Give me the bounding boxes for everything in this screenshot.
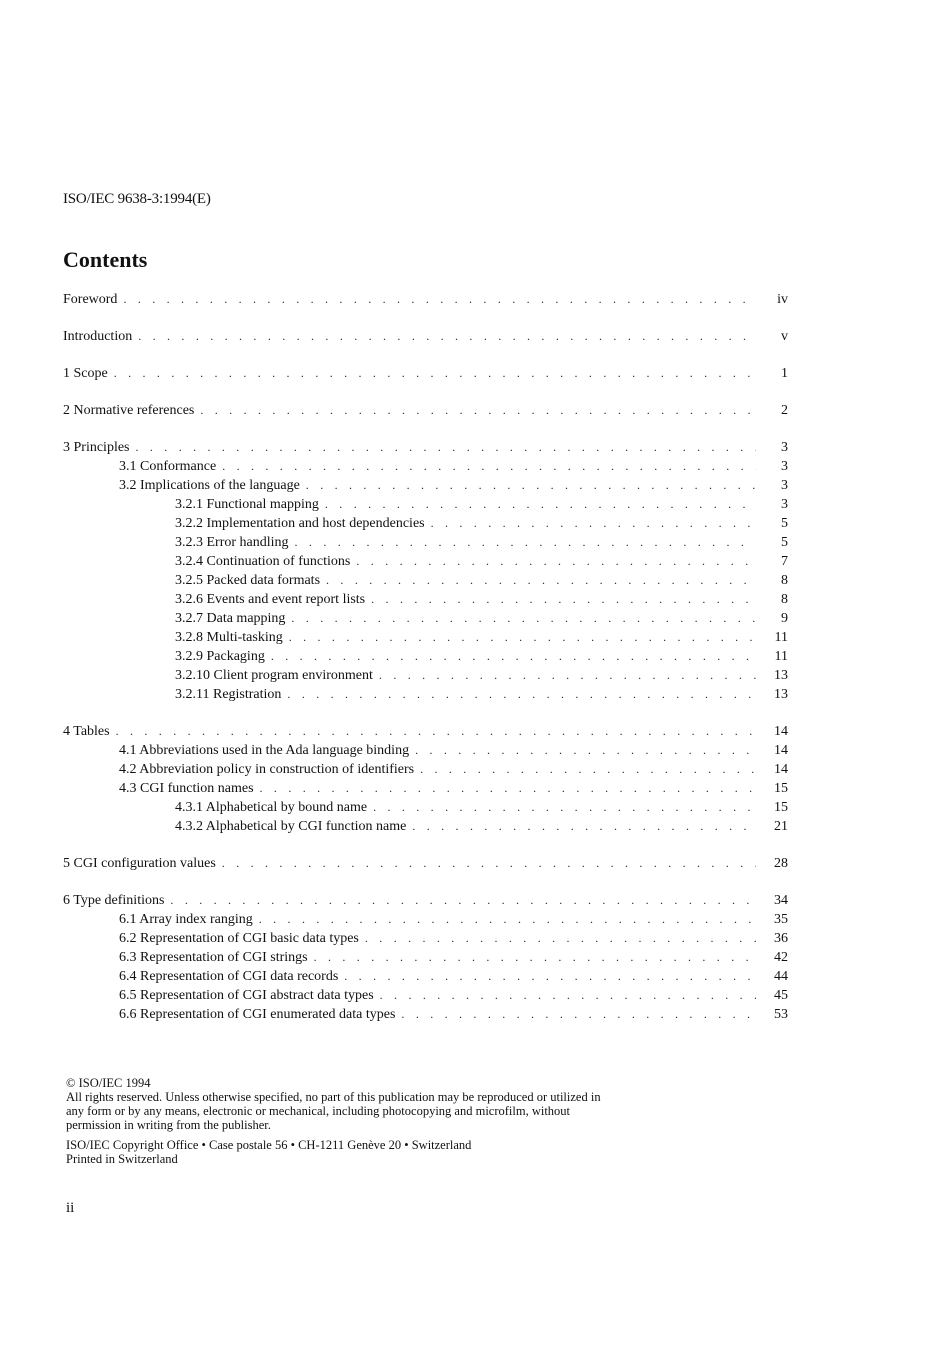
- toc-dot-leader: [344, 967, 756, 986]
- toc-entry-label: 6.1 Array index ranging: [119, 912, 253, 927]
- toc-entry-page: 5: [781, 516, 788, 531]
- toc-entry-page: 28: [774, 856, 788, 871]
- toc-entry[interactable]: [63, 891, 788, 910]
- toc-dot-leader: [114, 364, 756, 383]
- toc-entry-page: 14: [774, 762, 788, 777]
- toc-entry-label: 3.1 Conformance: [119, 459, 217, 474]
- table-of-contents: [63, 290, 788, 1024]
- toc-entry[interactable]: [63, 552, 788, 571]
- toc-entry[interactable]: [63, 986, 788, 1005]
- toc-dot-leader: [259, 910, 756, 929]
- toc-entry[interactable]: [63, 514, 788, 533]
- toc-entry-label: 3.2.5 Packed data formats: [175, 573, 321, 588]
- toc-entry[interactable]: [63, 401, 788, 420]
- toc-entry-page: 8: [781, 573, 788, 588]
- toc-dot-leader: [420, 760, 756, 779]
- toc-entry-label: 3.2.9 Packaging: [175, 649, 265, 664]
- contents-title: Contents: [63, 247, 148, 272]
- toc-entry-page: 15: [774, 781, 788, 796]
- toc-entry-page: 53: [774, 1007, 788, 1022]
- toc-entry-label: 3.2.4 Continuation of functions: [175, 554, 351, 569]
- toc-entry[interactable]: [63, 1005, 788, 1024]
- toc-entry-label: Introduction: [63, 329, 133, 344]
- toc-dot-leader: [401, 1005, 756, 1024]
- toc-entry-page: 45: [774, 988, 788, 1003]
- toc-entry[interactable]: [63, 760, 788, 779]
- toc-entry[interactable]: [63, 438, 788, 457]
- toc-entry-label: 6.3 Representation of CGI strings: [119, 950, 308, 965]
- toc-dot-leader: [325, 495, 756, 514]
- copyright-office-address: ISO/IEC Copyright Office • Case postale 56 • CH-1211 Genève 20 • Switzerland: [66, 1138, 472, 1152]
- toc-dot-leader: [380, 986, 756, 1005]
- toc-entry-label: 4.3 CGI function names: [119, 781, 254, 796]
- toc-entry[interactable]: [63, 967, 788, 986]
- document-id: ISO/IEC 9638-3:1994(E): [63, 191, 211, 207]
- toc-entry[interactable]: [63, 685, 788, 704]
- toc-dot-leader: [287, 685, 756, 704]
- copyright-line: © ISO/IEC 1994: [66, 1076, 151, 1090]
- toc-entry-page: 2: [781, 403, 788, 418]
- toc-dot-leader: [116, 722, 756, 741]
- toc-entry-page: 14: [774, 724, 788, 739]
- toc-entry-page: 35: [774, 912, 788, 927]
- toc-entry-page: 34: [774, 893, 788, 908]
- toc-entry[interactable]: [63, 817, 788, 836]
- toc-dot-leader: [200, 401, 756, 420]
- toc-dot-leader: [136, 438, 757, 457]
- toc-dot-leader: [260, 779, 756, 798]
- toc-entry-label: 3.2.6 Events and event report lists: [175, 592, 366, 607]
- toc-dot-leader: [170, 891, 756, 910]
- toc-dot-leader: [356, 552, 756, 571]
- toc-dot-leader: [289, 628, 756, 647]
- toc-dot-leader: [123, 290, 756, 309]
- toc-entry-page: 15: [774, 800, 788, 815]
- toc-dot-leader: [326, 571, 756, 590]
- toc-dot-leader: [371, 590, 756, 609]
- toc-entry-page: 3: [781, 497, 788, 512]
- toc-entry[interactable]: [63, 533, 788, 552]
- toc-dot-leader: [373, 798, 756, 817]
- toc-entry-label: 4 Tables: [63, 724, 110, 739]
- toc-dot-leader: [222, 457, 756, 476]
- toc-entry-label: Foreword: [63, 292, 118, 307]
- toc-entry-page: 9: [781, 611, 788, 626]
- toc-entry[interactable]: [63, 798, 788, 817]
- toc-entry-label: 3.2.10 Client program environment: [175, 668, 373, 683]
- toc-entry-label: 3.2.2 Implementation and host dependencies: [175, 516, 425, 531]
- toc-dot-leader: [431, 514, 756, 533]
- toc-entry-page: 14: [774, 743, 788, 758]
- toc-entry[interactable]: [63, 910, 788, 929]
- toc-entry-page: 13: [774, 668, 788, 683]
- toc-entry[interactable]: [63, 666, 788, 685]
- toc-dot-leader: [412, 817, 756, 836]
- toc-entry[interactable]: [63, 628, 788, 647]
- toc-entry-label: 4.2 Abbreviation policy in construction of identifiers: [119, 762, 415, 777]
- toc-entry[interactable]: [63, 779, 788, 798]
- toc-entry-label: 6.2 Representation of CGI basic data types: [119, 931, 359, 946]
- toc-entry[interactable]: [63, 327, 788, 346]
- toc-dot-leader: [138, 327, 756, 346]
- toc-entry[interactable]: [63, 364, 788, 383]
- toc-entry[interactable]: [63, 722, 788, 741]
- toc-entry-label: 3.2.11 Registration: [175, 687, 282, 702]
- toc-entry-label: 3.2.1 Functional mapping: [175, 497, 319, 512]
- copyright-notice: [66, 1076, 606, 1166]
- toc-entry-page: 3: [781, 478, 788, 493]
- toc-entry-label: 3.2 Implications of the language: [119, 478, 300, 493]
- toc-entry-page: 3: [781, 440, 788, 455]
- toc-entry-page: 3: [781, 459, 788, 474]
- toc-entry-page: 5: [781, 535, 788, 550]
- toc-entry-label: 3.2.3 Error handling: [175, 535, 289, 550]
- rights-statement: All rights reserved. Unless otherwise specified, no part of this publication may be reproduced or utilized in any form or by any means, electronic or mechanical, including photocopying and microfilm, without permission in writing from the publisher.: [66, 1090, 601, 1132]
- toc-entry-label: 4.3.1 Alphabetical by bound name: [175, 800, 368, 815]
- toc-entry-page: 8: [781, 592, 788, 607]
- toc-entry-page: 44: [774, 969, 788, 984]
- toc-entry[interactable]: [63, 948, 788, 967]
- toc-entry[interactable]: [63, 929, 788, 948]
- toc-entry[interactable]: [63, 741, 788, 760]
- toc-entry-label: 3.2.7 Data mapping: [175, 611, 286, 626]
- printed-in: Printed in Switzerland: [66, 1152, 178, 1166]
- toc-entry-label: 4.3.2 Alphabetical by CGI function name: [175, 819, 407, 834]
- toc-dot-leader: [306, 476, 756, 495]
- toc-entry-label: 3 Principles: [63, 440, 130, 455]
- toc-entry[interactable]: [63, 609, 788, 628]
- toc-dot-leader: [222, 854, 756, 873]
- toc-entry[interactable]: [63, 476, 788, 495]
- page-number: ii: [66, 1200, 75, 1216]
- toc-entry[interactable]: [63, 647, 788, 666]
- toc-entry-label: 6.4 Representation of CGI data records: [119, 969, 339, 984]
- toc-entry[interactable]: [63, 290, 788, 309]
- toc-entry-label: 2 Normative references: [63, 403, 195, 418]
- toc-dot-leader: [291, 609, 756, 628]
- toc-entry-page: iv: [777, 292, 788, 307]
- toc-entry-label: 3.2.8 Multi-tasking: [175, 630, 283, 645]
- toc-entry-label: 6.5 Representation of CGI abstract data types: [119, 988, 374, 1003]
- toc-entry[interactable]: [63, 495, 788, 514]
- toc-dot-leader: [295, 533, 756, 552]
- toc-entry-page: 11: [774, 630, 788, 645]
- toc-entry[interactable]: [63, 571, 788, 590]
- toc-entry-page: v: [781, 329, 788, 344]
- toc-dot-leader: [415, 741, 756, 760]
- toc-entry-page: 7: [781, 554, 788, 569]
- toc-entry[interactable]: [63, 590, 788, 609]
- toc-entry[interactable]: [63, 457, 788, 476]
- toc-dot-leader: [379, 666, 756, 685]
- toc-entry-page: 11: [774, 649, 788, 664]
- toc-entry[interactable]: [63, 854, 788, 873]
- toc-entry-label: 4.1 Abbreviations used in the Ada language binding: [119, 743, 410, 758]
- toc-entry-label: 6 Type definitions: [63, 893, 165, 908]
- toc-dot-leader: [314, 948, 756, 967]
- toc-entry-page: 21: [774, 819, 788, 834]
- toc-entry-label: 5 CGI configuration values: [63, 856, 216, 871]
- toc-entry-page: 13: [774, 687, 788, 702]
- toc-entry-page: 1: [781, 366, 788, 381]
- toc-entry-label: 6.6 Representation of CGI enumerated data types: [119, 1007, 396, 1022]
- toc-entry-page: 36: [774, 931, 788, 946]
- toc-entry-page: 42: [774, 950, 788, 965]
- toc-dot-leader: [271, 647, 756, 666]
- toc-entry-label: 1 Scope: [63, 366, 108, 381]
- toc-dot-leader: [365, 929, 756, 948]
